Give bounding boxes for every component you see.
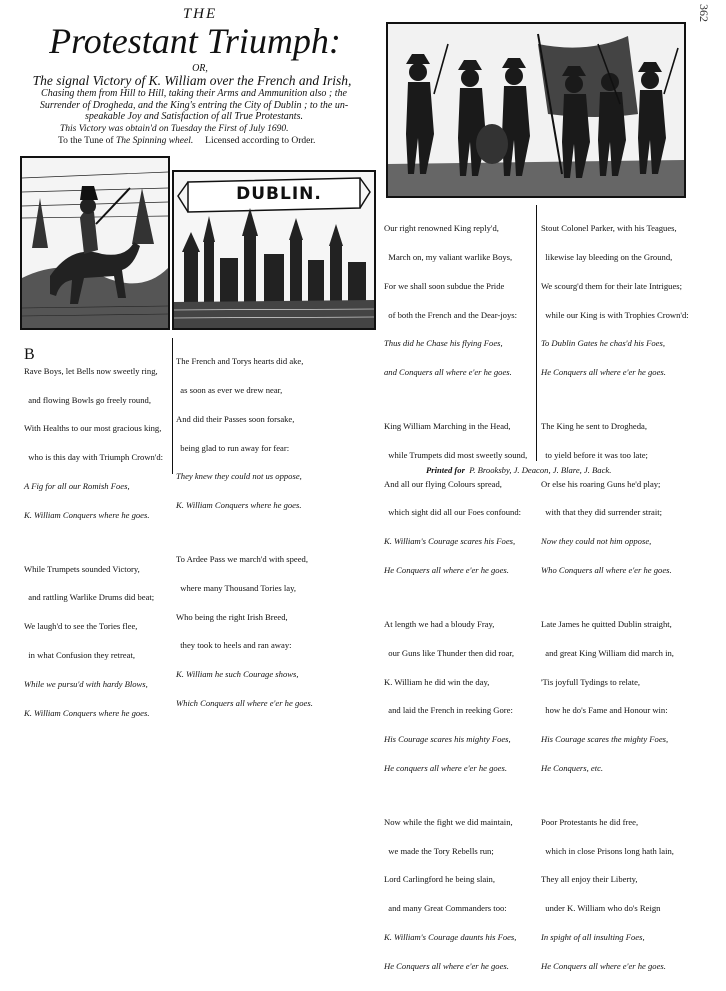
tune-line [58,136,378,147]
verse-line: which sight did all our Foes confound: [384,507,522,518]
verse-line: Which Conquers all where e'er he goes. [176,697,313,708]
verse-line: 'Tis joyfull Tydings to relate, [541,676,641,687]
soldiers-illustration [388,24,684,196]
verse-line: Our right renowned King reply'd, [384,223,499,234]
verse-line: and laid the French in reeking Gore: [384,705,513,716]
verse-line: While Trumpets sounded Victory, [24,563,140,574]
column-divider [536,205,537,461]
subtitle-line: speakable Joy and Satisfaction of all True Protestants. [85,111,303,122]
column-divider [172,338,173,474]
verse-column-4 [541,205,706,991]
verse-line: They knew they could not us oppose, [176,471,302,482]
verse-column-1 [24,338,174,737]
verse-line: who is this day with Triumph Crown'd: [24,452,164,463]
verse-line: A Fig for all our Romish Foes, [24,480,130,491]
verse-line: as soon as ever we drew near, [176,384,283,395]
verse-column-3 [384,205,534,991]
stanza [24,338,174,539]
verse-line: which in close Prisons long hath lain, [541,845,674,856]
verse-line: He Conquers all where e'er he goes. [384,960,509,971]
verse-line: and great King William did march in, [541,647,674,658]
tune-prefix: To the Tune of [58,136,114,146]
title-prefix: THE [182,6,218,22]
verse-line: Lord Carlingford he being slain, [384,874,495,885]
stanza [541,403,706,595]
verse-line: Thus did he Chase his flying Foes, [384,338,503,349]
verse-line: Now they could not him oppose, [541,536,652,547]
verse-line: and flowing Bowls go freely round, [24,394,151,405]
stanza [541,799,706,991]
licensed-note: Licensed according to Order. [205,136,316,146]
stanza [384,403,534,595]
stanza [176,536,361,728]
verse-line: Who being the right Irish Breed, [176,611,288,622]
verse-line: In spight of all insulting Foes, [541,931,645,942]
verse-column-2 [176,338,361,728]
verse-line: our Guns like Thunder then did roar, [384,647,515,658]
imprint-label: Printed for [426,465,465,475]
verse-line: where many Thousand Tories lay, [176,582,297,593]
verse-line: with that they did surrender strait; [541,507,663,518]
verse-line: in what Confusion they retreat, [24,650,135,660]
verse-line: Stout Colonel Parker, with his Teagues, [541,223,677,234]
verse-line: And all our flying Colours spread, [384,478,502,489]
stanza [24,545,174,737]
verse-line: K. William's Courage scares his Foes, [384,536,516,547]
stanza [541,601,706,793]
verse-line: With Healths to our most gracious king, [24,423,162,434]
verse-line: He Conquers all where e'er he goes. [541,367,666,378]
verse-line: they took to heels and ran away: [176,640,292,651]
verse-line: of both the French and the Dear-joys: [384,309,517,320]
verse-line: Rave Boys, let Bells now sweetly ring, [24,365,158,376]
verse-line: They all enjoy their Liberty, [541,874,638,885]
verse-line: King William Marching in the Head, [384,421,511,432]
stanza [176,338,361,530]
verse-line: Or else his roaring Guns he'd play; [541,478,661,489]
verse-line: K. William Conquers where he goes. [176,500,302,511]
verse-line: His Courage scares his mighty Foes, [384,734,511,745]
woodcut-horseman [20,156,170,330]
verse-line: To Ardee Pass we march'd with speed, [176,554,308,565]
subtitle [10,88,378,123]
shelfmark: 362 [697,4,711,22]
verse-line: And did their Passes soon forsake, [176,413,295,424]
verse-line: being glad to run away for fear: [176,442,290,453]
page-title: Protestant Triumph: [49,21,341,61]
woodcut-dublin [172,170,376,330]
subtitle-line: Surrender of Drogheda, and the King's entring the City of Dublin ; to the un- [39,99,349,111]
horseman-illustration [22,158,168,328]
subtitle-line: Chasing them from Hill to Hill, taking their Arms and Ammunition also ; the [41,88,347,99]
verse-line: and many Great Commanders too: [384,903,507,914]
verse-line: For we shall soon subdue the Pride [384,280,505,291]
verse-line: He Conquers, etc. [541,762,604,773]
verse-line: K. William Conquers where he goes. [24,509,150,520]
dublin-banner-label: DUBLIN. [236,184,322,204]
verse-line: Now while the fight we did maintain, [384,816,513,827]
verse-line: likewise lay bleeding on the Ground, [541,251,673,262]
verse-line: March on, my valiant warlike Boys, [384,251,513,262]
verse-line: He conquers all where e'er he goes. [384,762,507,773]
stanza [541,205,706,397]
verse-line: K. William he such Courage shows, [176,669,299,680]
verse-line: how he do's Fame and Honour win: [541,705,668,716]
verse-line: He Conquers all where e'er he goes. [384,564,509,575]
verse-line: Who Conquers all where e'er he goes. [541,564,672,575]
verse-line: He Conquers all where e'er he goes. [541,960,666,971]
verse-line: and rattling Warlike Drums did beat; [24,592,155,603]
verse-line: Poor Protestants he did free, [541,816,639,827]
verse-line: to yield before it was too late; [541,449,648,460]
verse-line: The King he sent to Drogheda, [541,421,647,432]
verse-line: K. William's Courage daunts his Foes, [384,931,517,942]
verse-line: We scourg'd them for their late Intrigues; [541,280,683,291]
verse-line: K. William he did win the day, [384,676,490,687]
stanza [384,799,534,991]
verse-line: At length we had a bloudy Fray, [384,618,495,629]
verse-line: Late James he quitted Dublin straight, [541,618,672,629]
verse-line: To Dublin Gates he chas'd his Foes, [541,338,665,349]
woodcut-soldiers [386,22,686,198]
verse-line: His Courage scares the mighty Foes, [541,734,669,745]
title-or: OR, [192,63,208,74]
imprint-names: P. Brooksby, J. Deacon, J. Blare, J. Back. [469,465,612,475]
stanza [384,205,534,397]
verse-line: and Conquers all where e'er he goes. [384,367,512,378]
verse-line: under K. William who do's Reign [541,903,661,914]
stanza [384,601,534,793]
imprint [426,465,726,475]
dateline: This Victory was obtain'd on Tuesday the First of July 1690. [60,124,289,134]
signal-victory-line: The signal Victory of K. William over the French and Irish, [32,73,352,88]
verse-line: The French and Torys hearts did ake, [176,356,304,367]
verse-line: We laugh'd to see the Tories flee, [24,621,138,632]
verse-line: While we pursu'd with hardy Blows, [24,678,148,689]
verse-line: K. William Conquers where he goes. [24,707,150,718]
tune-name: The Spinning wheel. [115,136,194,146]
verse-line: while Trumpets did most sweetly sound, [384,449,528,460]
verse-line: we made the Tory Rebells run; [384,845,494,856]
verse-line: while our King is with Trophies Crown'd: [541,309,689,320]
drop-cap: B [24,345,35,363]
